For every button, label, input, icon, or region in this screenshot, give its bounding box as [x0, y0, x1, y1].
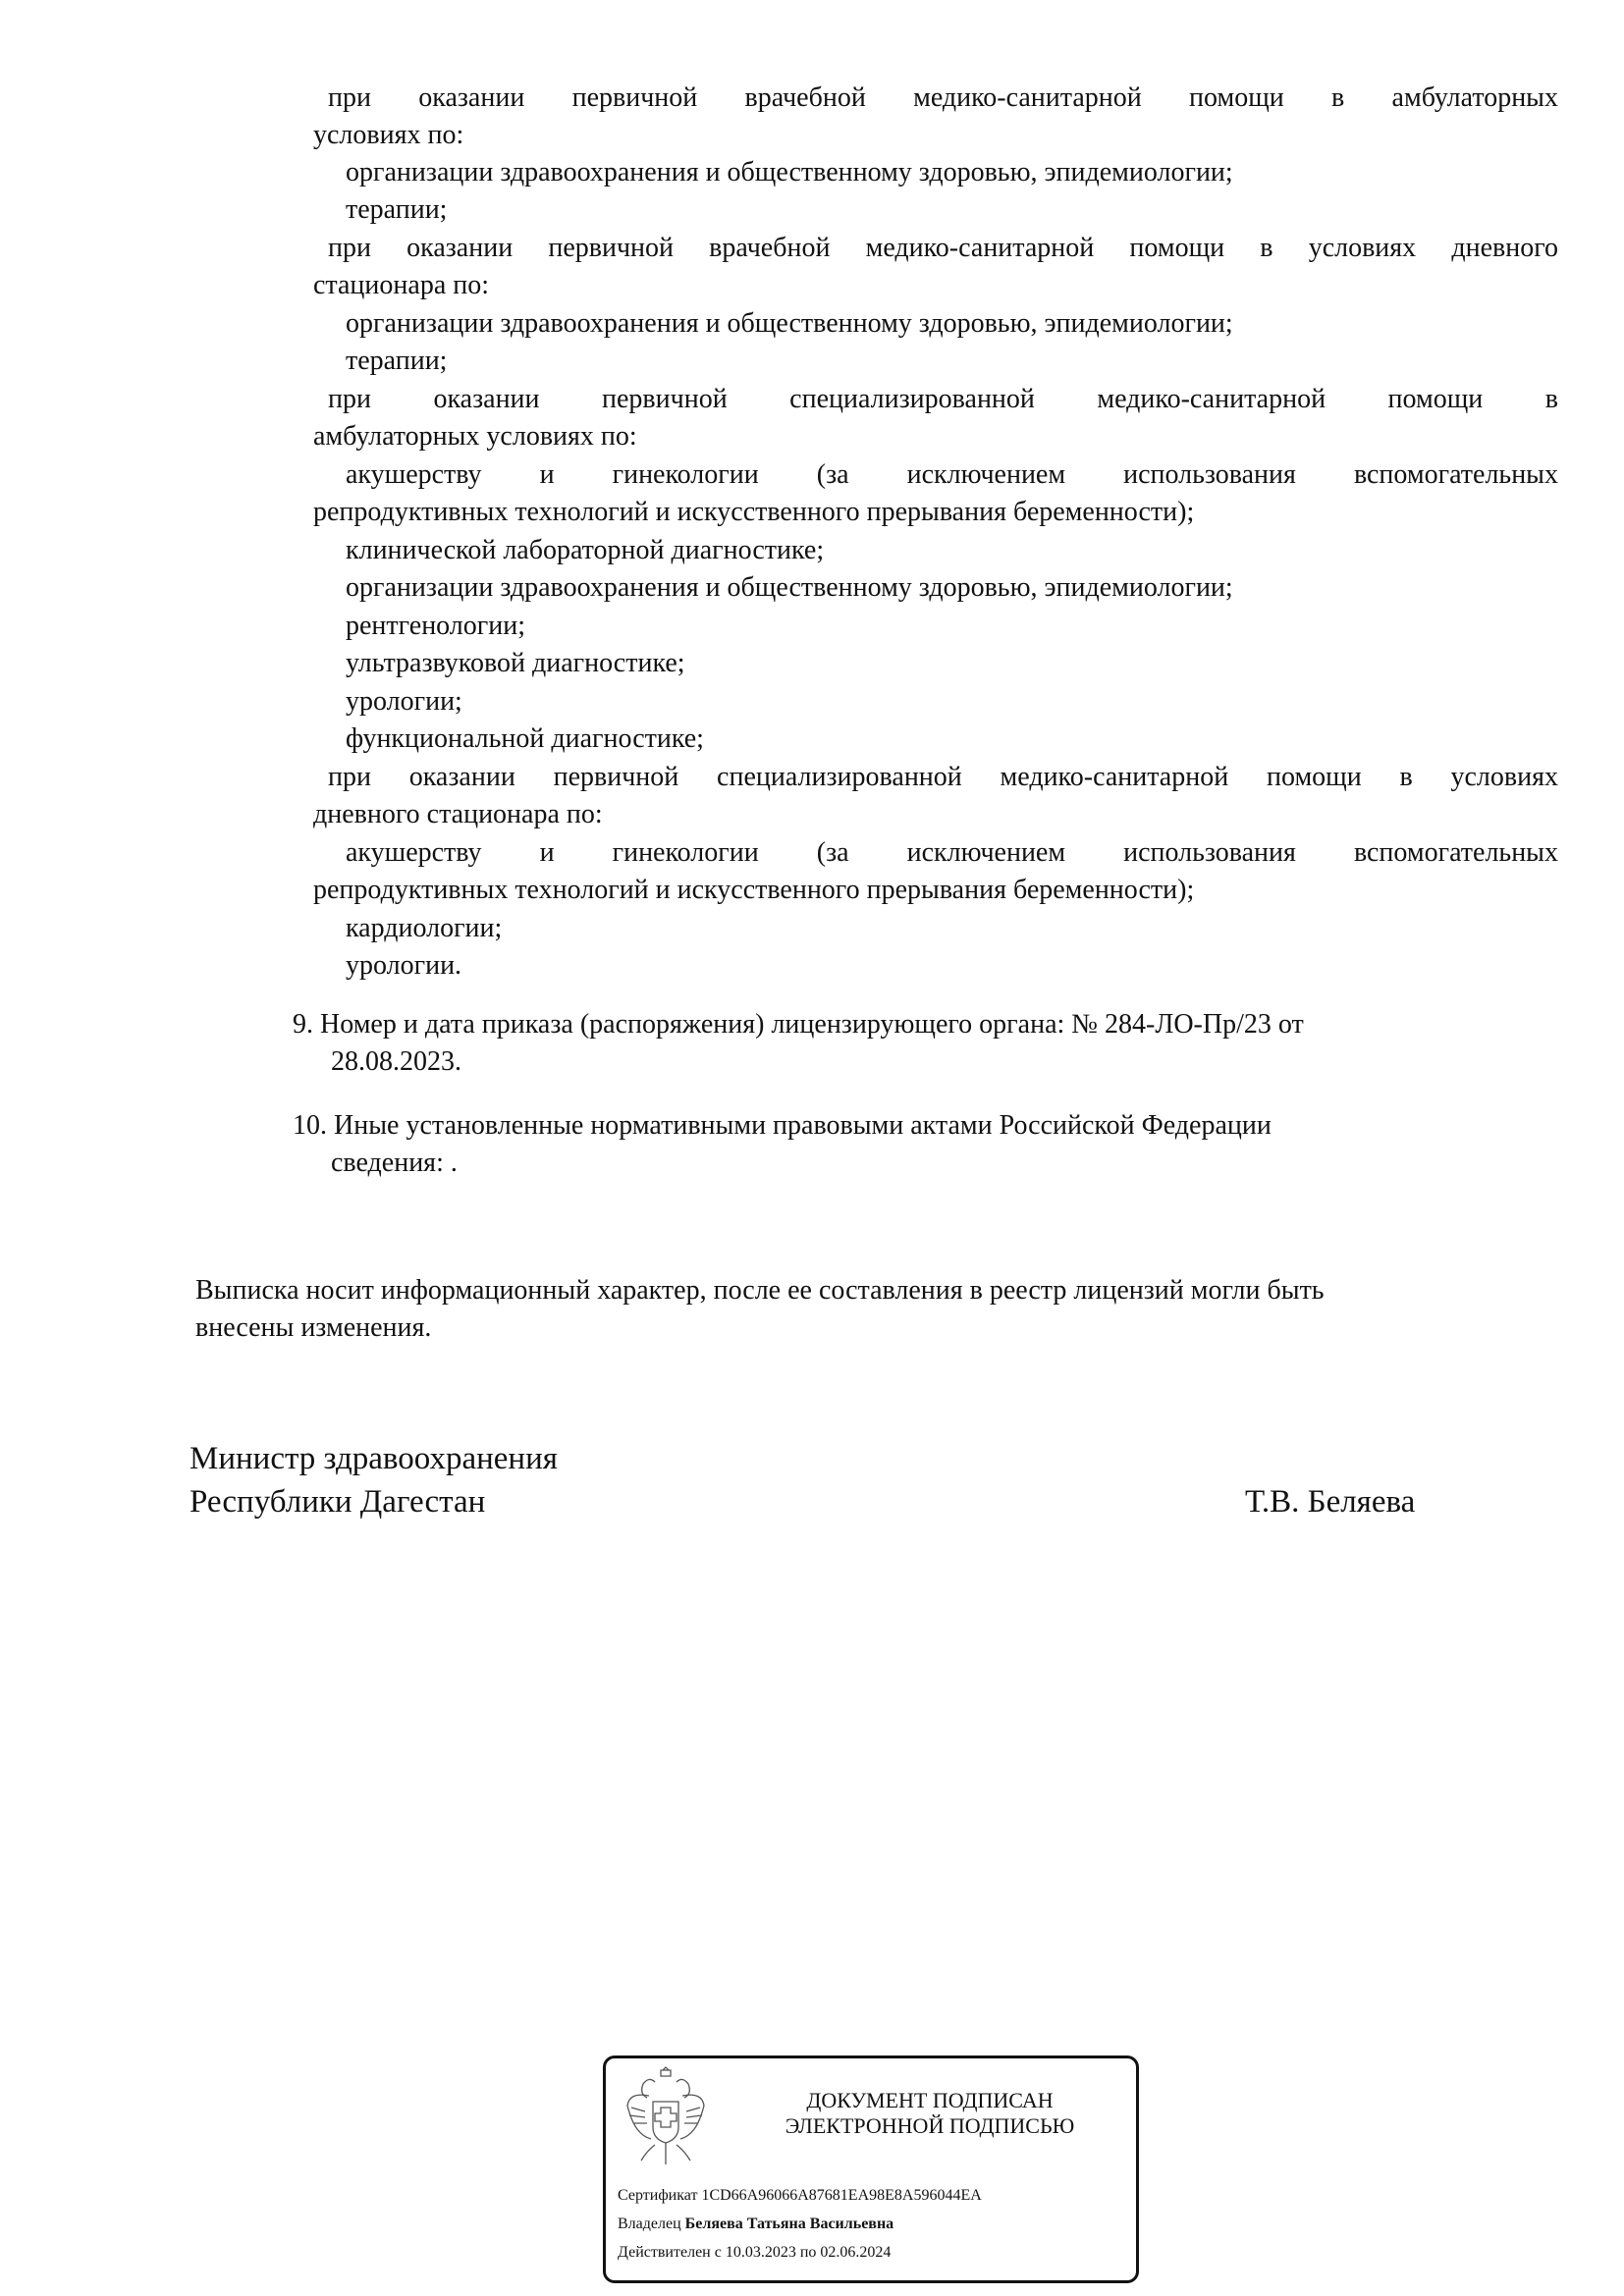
validity-row: Действителен с 10.03.2023 по 02.06.2024	[618, 2244, 892, 2261]
certificate-value: 1CD66A96066A87681EA98E8A596044EA	[701, 2187, 982, 2204]
certificate-label: Сертификат	[618, 2187, 698, 2204]
disclaimer-note: Выписка носит информационный характер, после ее составления в реестр лицензий могли быть	[195, 1275, 1325, 1306]
electronic-signature-stamp	[603, 2056, 1139, 2283]
list-item: терапии;	[346, 346, 448, 376]
owner-row	[618, 2215, 893, 2234]
item-9-order-date: 28.08.2023.	[331, 1046, 461, 1077]
paragraph-line: при оказании первичной специализированной медико-санитарной помощи в	[328, 384, 1558, 414]
signatory-position: Министр здравоохранения	[189, 1441, 558, 1476]
list-item: организации здравоохранения и общественному здоровью, эпидемиологии;	[346, 157, 1233, 187]
list-item: терапии;	[346, 194, 448, 225]
coat-of-arms-icon	[625, 2066, 706, 2166]
paragraph-line: условиях по:	[313, 120, 464, 150]
paragraph-line: амбулаторных условиях по:	[313, 421, 637, 452]
list-item: ультразвуковой диагностике;	[346, 648, 685, 678]
list-item: урологии;	[346, 686, 462, 717]
list-item-continuation: репродуктивных технологий и искусственного прерывания беременности);	[313, 875, 1195, 905]
stamp-heading: ДОКУМЕНТ ПОДПИСАН	[806, 2088, 1054, 2112]
list-item: функциональной диагностике;	[346, 723, 704, 754]
list-item: клинической лабораторной диагностике;	[346, 535, 825, 565]
list-item: организации здравоохранения и общественному здоровью, эпидемиологии;	[346, 572, 1233, 603]
paragraph-line: стационара по:	[313, 270, 490, 300]
stamp-heading: ЭЛЕКТРОННОЙ ПОДПИСЬЮ	[785, 2113, 1075, 2138]
list-item: акушерству и гинекологии (за исключением использования вспомогательных	[346, 837, 1558, 868]
signatory-position: Республики Дагестан	[189, 1484, 486, 1520]
paragraph-line: при оказании первичной специализированной медико-санитарной помощи в условиях	[328, 762, 1558, 792]
item-9-order-number: 9. Номер и дата приказа (распоряжения) лицензирующего органа: № 284-ЛО-Пр/23 от	[293, 1009, 1304, 1040]
paragraph-line: дневного стационара по:	[313, 799, 603, 829]
list-item: организации здравоохранения и общественному здоровью, эпидемиологии;	[346, 308, 1233, 339]
list-item: кардиологии;	[346, 913, 503, 943]
paragraph-line: при оказании первичной врачебной медико-санитарной помощи в условиях дневного	[328, 233, 1558, 263]
disclaimer-note: внесены изменения.	[195, 1312, 432, 1343]
owner-value: Беляева Татьяна Васильевна	[684, 2216, 894, 2232]
list-item: рентгенологии;	[346, 611, 526, 641]
list-item: акушерству и гинекологии (за исключением использования вспомогательных	[346, 459, 1558, 490]
paragraph-line: при оказании первичной врачебной медико-санитарной помощи в амбулаторных	[328, 82, 1558, 113]
owner-label: Владелец	[618, 2216, 681, 2232]
signatory-name: Т.В. Беляева	[1245, 1484, 1416, 1520]
list-item-continuation: репродуктивных технологий и искусственного прерывания беременности);	[313, 497, 1195, 527]
list-item: урологии.	[346, 950, 462, 981]
item-10-other-info: 10. Иные установленные нормативными правовыми актами Российской Федерации	[293, 1110, 1272, 1141]
item-10-other-info-value: сведения: .	[331, 1148, 458, 1178]
certificate-row	[618, 2186, 982, 2206]
